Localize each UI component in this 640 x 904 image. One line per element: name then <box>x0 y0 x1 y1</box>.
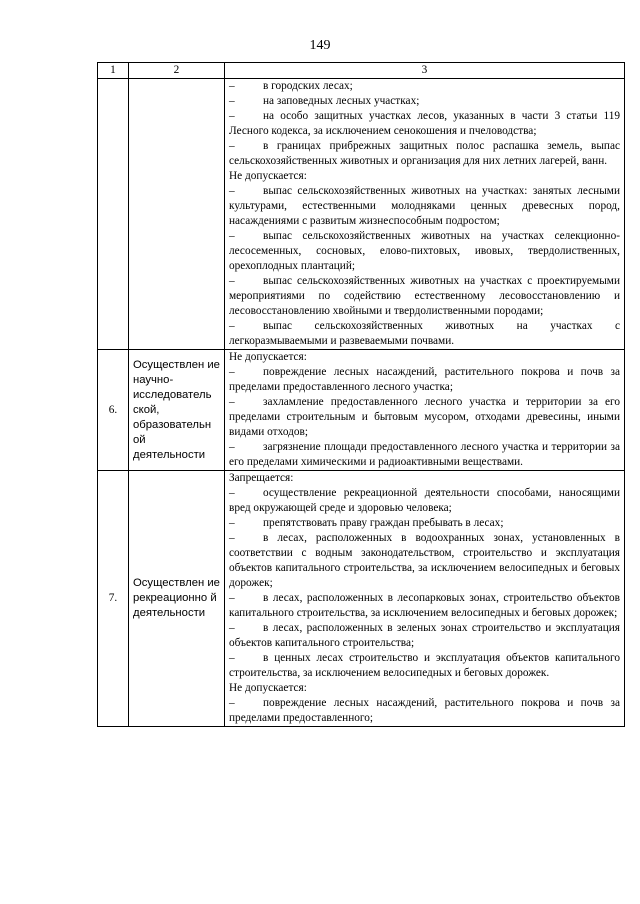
section-label: Не допускается: <box>229 682 307 694</box>
list-item <box>229 184 620 229</box>
list-item-text: препятствовать праву граждан пребывать в лесах; <box>263 517 504 529</box>
list-item <box>229 94 620 109</box>
header-col-3: 3 <box>225 63 625 79</box>
page-number: 149 <box>309 38 331 53</box>
list-item <box>229 365 620 395</box>
activity-name: Осуществлен ие рекреационно й деятельности <box>129 471 225 727</box>
dash-marker: – <box>229 532 235 544</box>
list-item <box>229 621 620 651</box>
dash-marker: – <box>229 441 235 453</box>
list-item <box>229 109 620 139</box>
list-item-text: на особо защитных участках лесов, указанных в части 3 статьи 119 Лесного кодекса, за исключением сенокошения и пчеловодства; <box>229 110 620 137</box>
restrictions-cell <box>225 471 625 727</box>
section-label: Запрещается: <box>229 472 294 484</box>
header-col-2: 2 <box>129 63 225 79</box>
list-item-text: в границах прибрежных защитных полос распашка земель, выпас сельскохозяйственных животных и организация для них летних лагерей, ванн. <box>229 140 620 167</box>
list-item-text: выпас сельскохозяйственных животных на участках селекционно-лесосеменных, сосновых, елово-пихтовых, ивовых, твердолиственных, орехоплодных плантаций; <box>229 230 620 272</box>
dash-marker: – <box>229 592 235 604</box>
list-item <box>229 139 620 169</box>
table-row <box>98 471 625 727</box>
dash-marker: – <box>229 652 235 664</box>
dash-marker: – <box>229 487 235 499</box>
list-item-text: повреждение лесных насаждений, растительного покрова и почв за пределами предоставленного лесного участка; <box>229 366 620 393</box>
dash-marker: – <box>229 95 235 107</box>
dash-marker: – <box>229 366 235 378</box>
list-item-text: загрязнение площади предоставленного лесного участка и территории за его пределами химическими и радиоактивными веществами. <box>229 441 620 468</box>
dash-marker: – <box>229 230 235 242</box>
section-label: Не допускается: <box>229 351 307 363</box>
restrictions-cell <box>225 350 625 471</box>
list-item-text: в городских лесах; <box>263 80 353 92</box>
dash-marker: – <box>229 140 235 152</box>
list-item <box>229 395 620 440</box>
row-number <box>98 79 129 350</box>
list-item-text: повреждение лесных насаждений, растительного покрова и почв за пределами предоставленного; <box>229 697 620 724</box>
dash-marker: – <box>229 396 235 408</box>
list-item <box>229 486 620 516</box>
list-item <box>229 319 620 349</box>
list-item <box>229 440 620 470</box>
row-number: 7. <box>98 471 129 727</box>
list-item-text: в лесах, расположенных в зеленых зонах строительство и эксплуатация объектов капитального строительства; <box>229 622 620 649</box>
table-row <box>98 79 625 350</box>
table-row <box>98 350 625 471</box>
list-item-text: осуществление рекреационной деятельности способами, наносящими вред окружающей среде и здоровью человека; <box>229 487 620 514</box>
list-item <box>229 274 620 319</box>
dash-marker: – <box>229 517 235 529</box>
dash-marker: – <box>229 697 235 709</box>
list-item-text: выпас сельскохозяйственных животных на участках с легкоразмываемыми и развеваемыми почвами. <box>229 320 620 347</box>
list-item-text: на заповедных лесных участках; <box>263 95 420 107</box>
dash-marker: – <box>229 275 235 287</box>
section-label: Не допускается: <box>229 170 307 182</box>
row-number: 6. <box>98 350 129 471</box>
list-item <box>229 516 620 531</box>
list-item <box>229 696 620 726</box>
list-item-text: в ценных лесах строительство и эксплуатация объектов капитального строительства, за исключением велосипедных и беговых дорожек. <box>229 652 620 679</box>
activity-name <box>129 79 225 350</box>
dash-marker: – <box>229 80 235 92</box>
list-item-text: выпас сельскохозяйственных животных на участках с проектируемыми мероприятиями по содействию естественному лесовосстановлению и лесовосстановлению хвойными и твердолиственными породами; <box>229 275 620 317</box>
restrictions-cell <box>225 79 625 350</box>
activity-name: Осуществлен ие научно-исследователь ской, образовательн ой деятельности <box>129 350 225 471</box>
dash-marker: – <box>229 185 235 197</box>
table-header-row <box>98 63 625 79</box>
list-item-text: в лесах, расположенных в лесопарковых зонах, строительство объектов капитального строительства, за исключением велосипедных и беговых дорожек; <box>229 592 620 619</box>
list-item-text: захламление предоставленного лесного участка и территории за его пределами строительным и бытовым мусором, отходами древесины, иными видами отходов; <box>229 396 620 438</box>
list-item-text: выпас сельскохозяйственных животных на участках: занятых лесными культурами, естественными молодняками ценных древесных пород, насаждениями с развитым жизнеспособным подростом; <box>229 185 620 227</box>
dash-marker: – <box>229 110 235 122</box>
list-item-text: в лесах, расположенных в водоохранных зонах, установленных в соответствии с водным законодательством, строительство и эксплуатация объектов капитального строительства, за исключением велосипедных и беговых дорожек; <box>229 532 620 589</box>
list-item <box>229 651 620 681</box>
dash-marker: – <box>229 622 235 634</box>
header-col-1: 1 <box>98 63 129 79</box>
table-body <box>98 79 625 727</box>
list-item <box>229 79 620 94</box>
list-item <box>229 591 620 621</box>
list-item <box>229 531 620 591</box>
dash-marker: – <box>229 320 235 332</box>
regulations-table <box>97 62 625 727</box>
list-item <box>229 229 620 274</box>
